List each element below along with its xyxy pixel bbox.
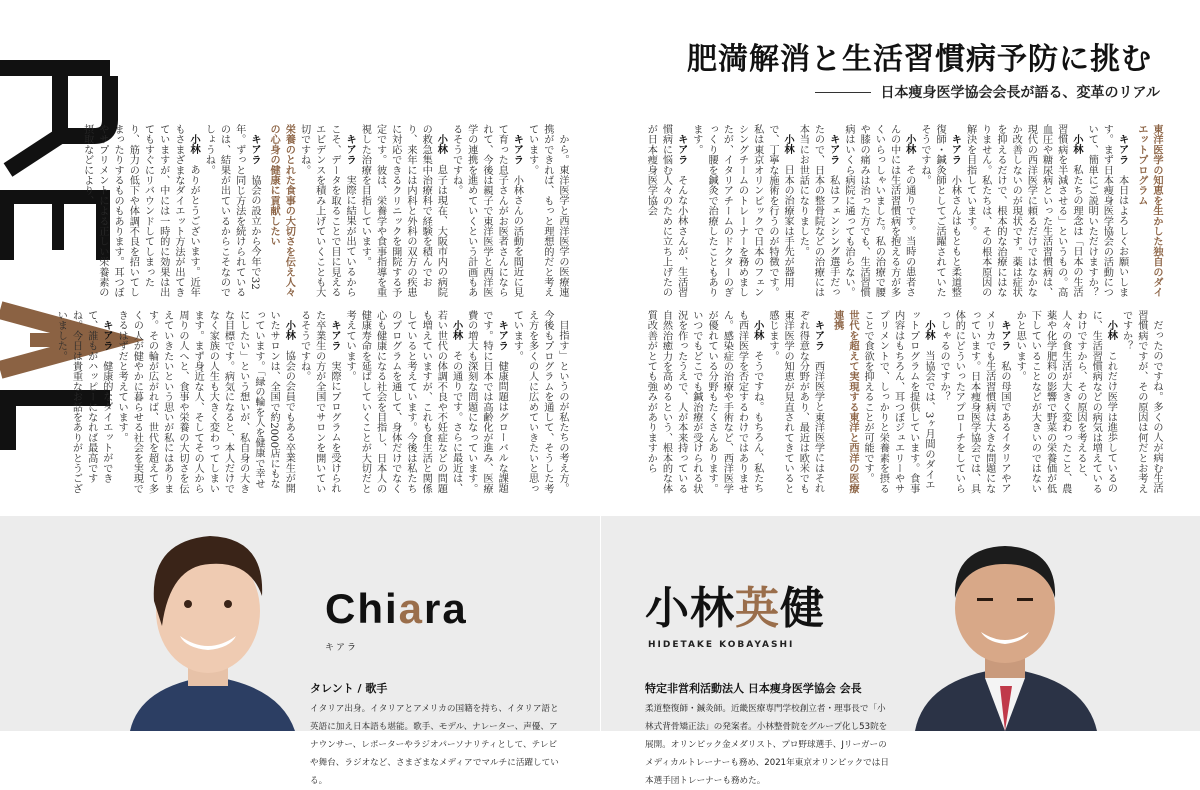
- chiara-portrait: [110, 516, 310, 731]
- chiara-name-kana: キアラ: [325, 643, 359, 653]
- paragraph: キアラ 小林さんはもともと柔道整復師・鍼灸師としてご活躍されていたそうですね。: [918, 124, 961, 298]
- paragraph: キアラ そんな小林さんが、生活習慣病に悩む人々のために立ち上げたのが日本痩身医学協会: [645, 124, 687, 298]
- paragraph: キアラ 本日はよろしくお願いします。まず日本痩身医学協会の活動について、簡単にご説明いただけますか？: [1086, 124, 1128, 298]
- chiara-name-accent: a: [398, 585, 425, 632]
- paragraph: キアラ 小林さんの活動を間近に見て育った息子さんがお医者さんになられて、今後は親子で東洋医学と西洋医学の連携を進めていくという計画もあるそうですね。: [450, 124, 523, 298]
- speaker-label: 小林: [782, 134, 794, 155]
- paragraph: 小林 息子は現在、大阪市内の病院の救急集中治療科で経験を積んでおり、来年には内科と外科の双方の疾患に対応できるクリニックを開院する予定です。彼は、栄養学や食事指導を重視した治療を目指しています。: [359, 124, 447, 298]
- speaker-label: 小林: [903, 134, 915, 155]
- chiara-name-part: ra: [424, 585, 468, 632]
- section-heading: 世代を超えて実現する東洋と西洋の医療連携: [831, 310, 858, 494]
- column-left-top: [81, 124, 570, 299]
- paragraph: 小林 日本の治療家は手先が器用で、丁寧な施術を行うのが特徴です。私は東京オリンピックで日本のフェンシングチームのトレーナーを務めましたが、イタリアチームのドクターのぎっくり腰を鍼灸で治療したこともあります。: [690, 124, 794, 298]
- paragraph: だったのですね。多くの人が病む生活習慣病ですが、その原因は何だとお考えですか？: [1120, 310, 1162, 494]
- chiara-name-part: Chi: [325, 585, 399, 632]
- speaker-label: 小林: [751, 320, 763, 341]
- speaker-label: キアラ: [949, 134, 961, 165]
- paragraph: 目指す」というのが私たちの考え方。今後もプログラムを通して、そうした考え方を多くの人に広めていきたいと思っています。: [511, 310, 568, 494]
- paragraph: キアラ 実際に結果が出ているからこそ、データを取ることで目に見えるエビデンスを積み上げていくことも大切ですね。: [298, 124, 356, 298]
- speaker-label: キアラ: [100, 320, 112, 351]
- speaker-label: キアラ: [511, 134, 523, 165]
- paragraph: キアラ 私はフェンシング選手だったので、日本の整骨院などの治療には本当にお世話になりました。: [797, 124, 839, 298]
- paragraph: キアラ 協会の設立から今年で32年。ずっと同じ方法を続けられているのは、結果が出ているからこそなのでしょうね。: [203, 124, 260, 298]
- band-divider: [600, 516, 601, 731]
- paragraph: キアラ 実際にプログラムを受けられた卒業生の方が全国でサロンを開いているそうですね。: [298, 310, 340, 494]
- speaker-label: キアラ: [328, 320, 340, 351]
- subtitle-text: 日本痩身医学協会会長が語る、変革のリアル: [880, 85, 1160, 101]
- chiara-name: [325, 585, 468, 633]
- kobayashi-role: 特定非営利活動法人 日本痩身医学協会 会長: [645, 682, 862, 695]
- kobayashi-portrait: [905, 528, 1105, 731]
- paragraph: 小林 私たちの理念は「日本の生活習慣病を半減させる」というもの。高血圧や糖尿病といった生活習慣病は、現代の西洋医学に頼るだけではなかなか改善しないのが現状です。薬は症状を抑えるだけで、根本的な治療にはなりません。私たちは、その根本原因の解決を目指しています。: [964, 124, 1082, 298]
- paragraph: キアラ 健康問題はグローバルな課題です。特に日本では高齢化が進み、医療費の増大も深刻な問題になっています。: [465, 310, 508, 494]
- speaker-label: 小林: [922, 320, 934, 341]
- speaker-label: 小林: [188, 134, 200, 155]
- speaker-label: キアラ: [675, 134, 687, 165]
- kobayashi-name-roman: HIDETAKE KOBAYASHI: [648, 640, 795, 650]
- chiara-bio: イタリア出身。イタリアとアメリカの国籍を持ち、イタリア語と英語に加え日本語も堪能。歌手、モデル、ナレーター、声優、アナウンサー、レポーターやラジオパーソナリティとして、テレビや舞台、ラジオなど、さまざまなメディアでマルチに活躍している。: [310, 704, 559, 786]
- paragraph: 小林 協会の会員でもある卒業生が開いたサロンは、全国で約2000店にもなっています。「緑の輪を人を健康で幸せにしたい」という想いが、私自身の大きな目標です。病気になると、本人だけでなく家族の人生も大きく変わってしまいます。まず身近な人、そしてその人から周りの人へと、食事や栄養の大切さを伝えていきたいという思いが私にはあります。その輪が広がれば、世代を超えて多くの人が健やかに暮らせる社会を実現できるはずだと考えています。: [116, 310, 295, 494]
- bottom-margin: [0, 731, 1200, 783]
- section-heading: 栄養のとれた食事の大切さを伝え人々の心身の健康に貢献したい: [268, 124, 295, 298]
- subtitle-rule: [815, 92, 871, 93]
- column-right-top: [645, 124, 1164, 299]
- paragraph: 小林 その通りです。当時の患者さんの中には生活習慣病を抱える方が多くいらっしゃいました。私の治療で腰や膝の痛みは治った方でも、生活習慣病はいくら病院に通っても治らない。: [842, 124, 915, 298]
- paragraph: 小林 その通りです。さらに最近は、若い世代の体調不良や不妊症などの問題も増えていますが、これも食生活と関係していると考えています。今後は私たちのプログラムを通して、身体だけでなく心も健康になる社会を目指し、日本人の健康寿命を延ばしていくことが大切だと考えています。: [344, 310, 462, 494]
- speaker-label: 小林: [435, 134, 447, 155]
- kobayashi-name-part: 小林: [645, 583, 735, 634]
- kobayashi-name-accent: 英: [735, 583, 780, 634]
- column-left-bottom: [55, 310, 570, 495]
- paragraph: 小林 当協会では、3ヶ月間のダイエットプログラムを提供しています。食事内容はもちろん、耳つぼジュエリーやサプリメントで、しっかりと栄養素を摂ることで食欲を抑えることが可能です。: [862, 310, 934, 494]
- paragraph: から。東洋医学と西洋医学の医療連携ができれば、もっと理想的だと考えています。: [526, 124, 568, 298]
- kobayashi-name-part: 健: [780, 583, 825, 634]
- paragraph: 小林 ありがとうございます。近年もさまざまなダイエット方法が出てきていますが、中には一時的に効果は出てもすぐにリバウンドしてしまったり、筋力の低下や体調不良を招いてしまったりするものもあります。耳つぼやサプリメントによる正しい栄養素の摂取などにより、: [81, 124, 200, 298]
- paragraph: 小林 これだけ医学は進歩しているのに、生活習慣病などの病気は増えているわけですから、その原因を考えると、人々の食生活が大きく変わったこと、農薬や化学肥料の影響で野菜の栄養価が低下していることなどが大きいのではないかと思います。: [1014, 310, 1117, 494]
- speaker-label: 小林: [1070, 134, 1082, 155]
- speaker-label: 小林: [283, 320, 295, 341]
- paragraph: キアラ 私の母国であるイタリアやアメリカでも生活習慣病は大きな問題になっています。日本痩身医学協会では、具体的にどういったアプローチをしていらっしゃるのですか？: [938, 310, 1010, 494]
- article-title: 肥満解消と生活習慣病予防に挑む: [687, 42, 1152, 77]
- column-right-bottom: [645, 310, 1164, 495]
- speaker-label: 小林: [450, 320, 462, 341]
- speaker-label: キアラ: [998, 320, 1010, 351]
- kobayashi-name: [645, 572, 825, 636]
- speaker-label: キアラ: [827, 134, 839, 165]
- section-heading: 東洋医学の知恵を生かした独自のダイエットプログラム: [1135, 124, 1162, 298]
- paragraph: 小林 そうですね。もちろん、私たちも西洋医学を否定するわけではありません。感染症の治療や手術など、西洋医学が優れている分野もたくさんあります。いつでもどこでも鍼治療が受けられる状況を作ったうえで、人が本来持っている自然治癒力を高めるという、根本的な体質改善がとても強みがありますから: [645, 310, 763, 494]
- speaker-label: キアラ: [1116, 134, 1128, 165]
- speaker-label: 小林: [1105, 320, 1117, 341]
- speaker-label: キアラ: [344, 134, 356, 165]
- speaker-label: キアラ: [812, 320, 824, 351]
- kobayashi-bio: 柔道整復師・鍼灸師。近畿医療専門学校創立者・理事長で「小林式背骨矯正法」の発案者。小林整骨院をグループ化し53院を展開。オリンピック金メダリスト、プロ野球選手、Jリーガーのメディカルトレーナーも務め、2021年東京オリンピックでは日本選手団トレーナーも務めた。: [645, 704, 889, 786]
- chiara-role: タレント / 歌手: [310, 682, 388, 695]
- article-subtitle: [815, 82, 1160, 102]
- speaker-label: キアラ: [496, 320, 508, 351]
- speaker-label: キアラ: [248, 134, 260, 165]
- paragraph: キアラ 健康的なダイエットができて、誰もがハッピーになれば最高ですね。今日は貴重なお話をありがとうございました。: [55, 310, 112, 494]
- paragraph: キアラ 西洋医学と東洋医学にはそれぞれ得意な分野があり、最近は欧米でも東洋医学の知恵が見直されてきていると感じます。: [766, 310, 824, 494]
